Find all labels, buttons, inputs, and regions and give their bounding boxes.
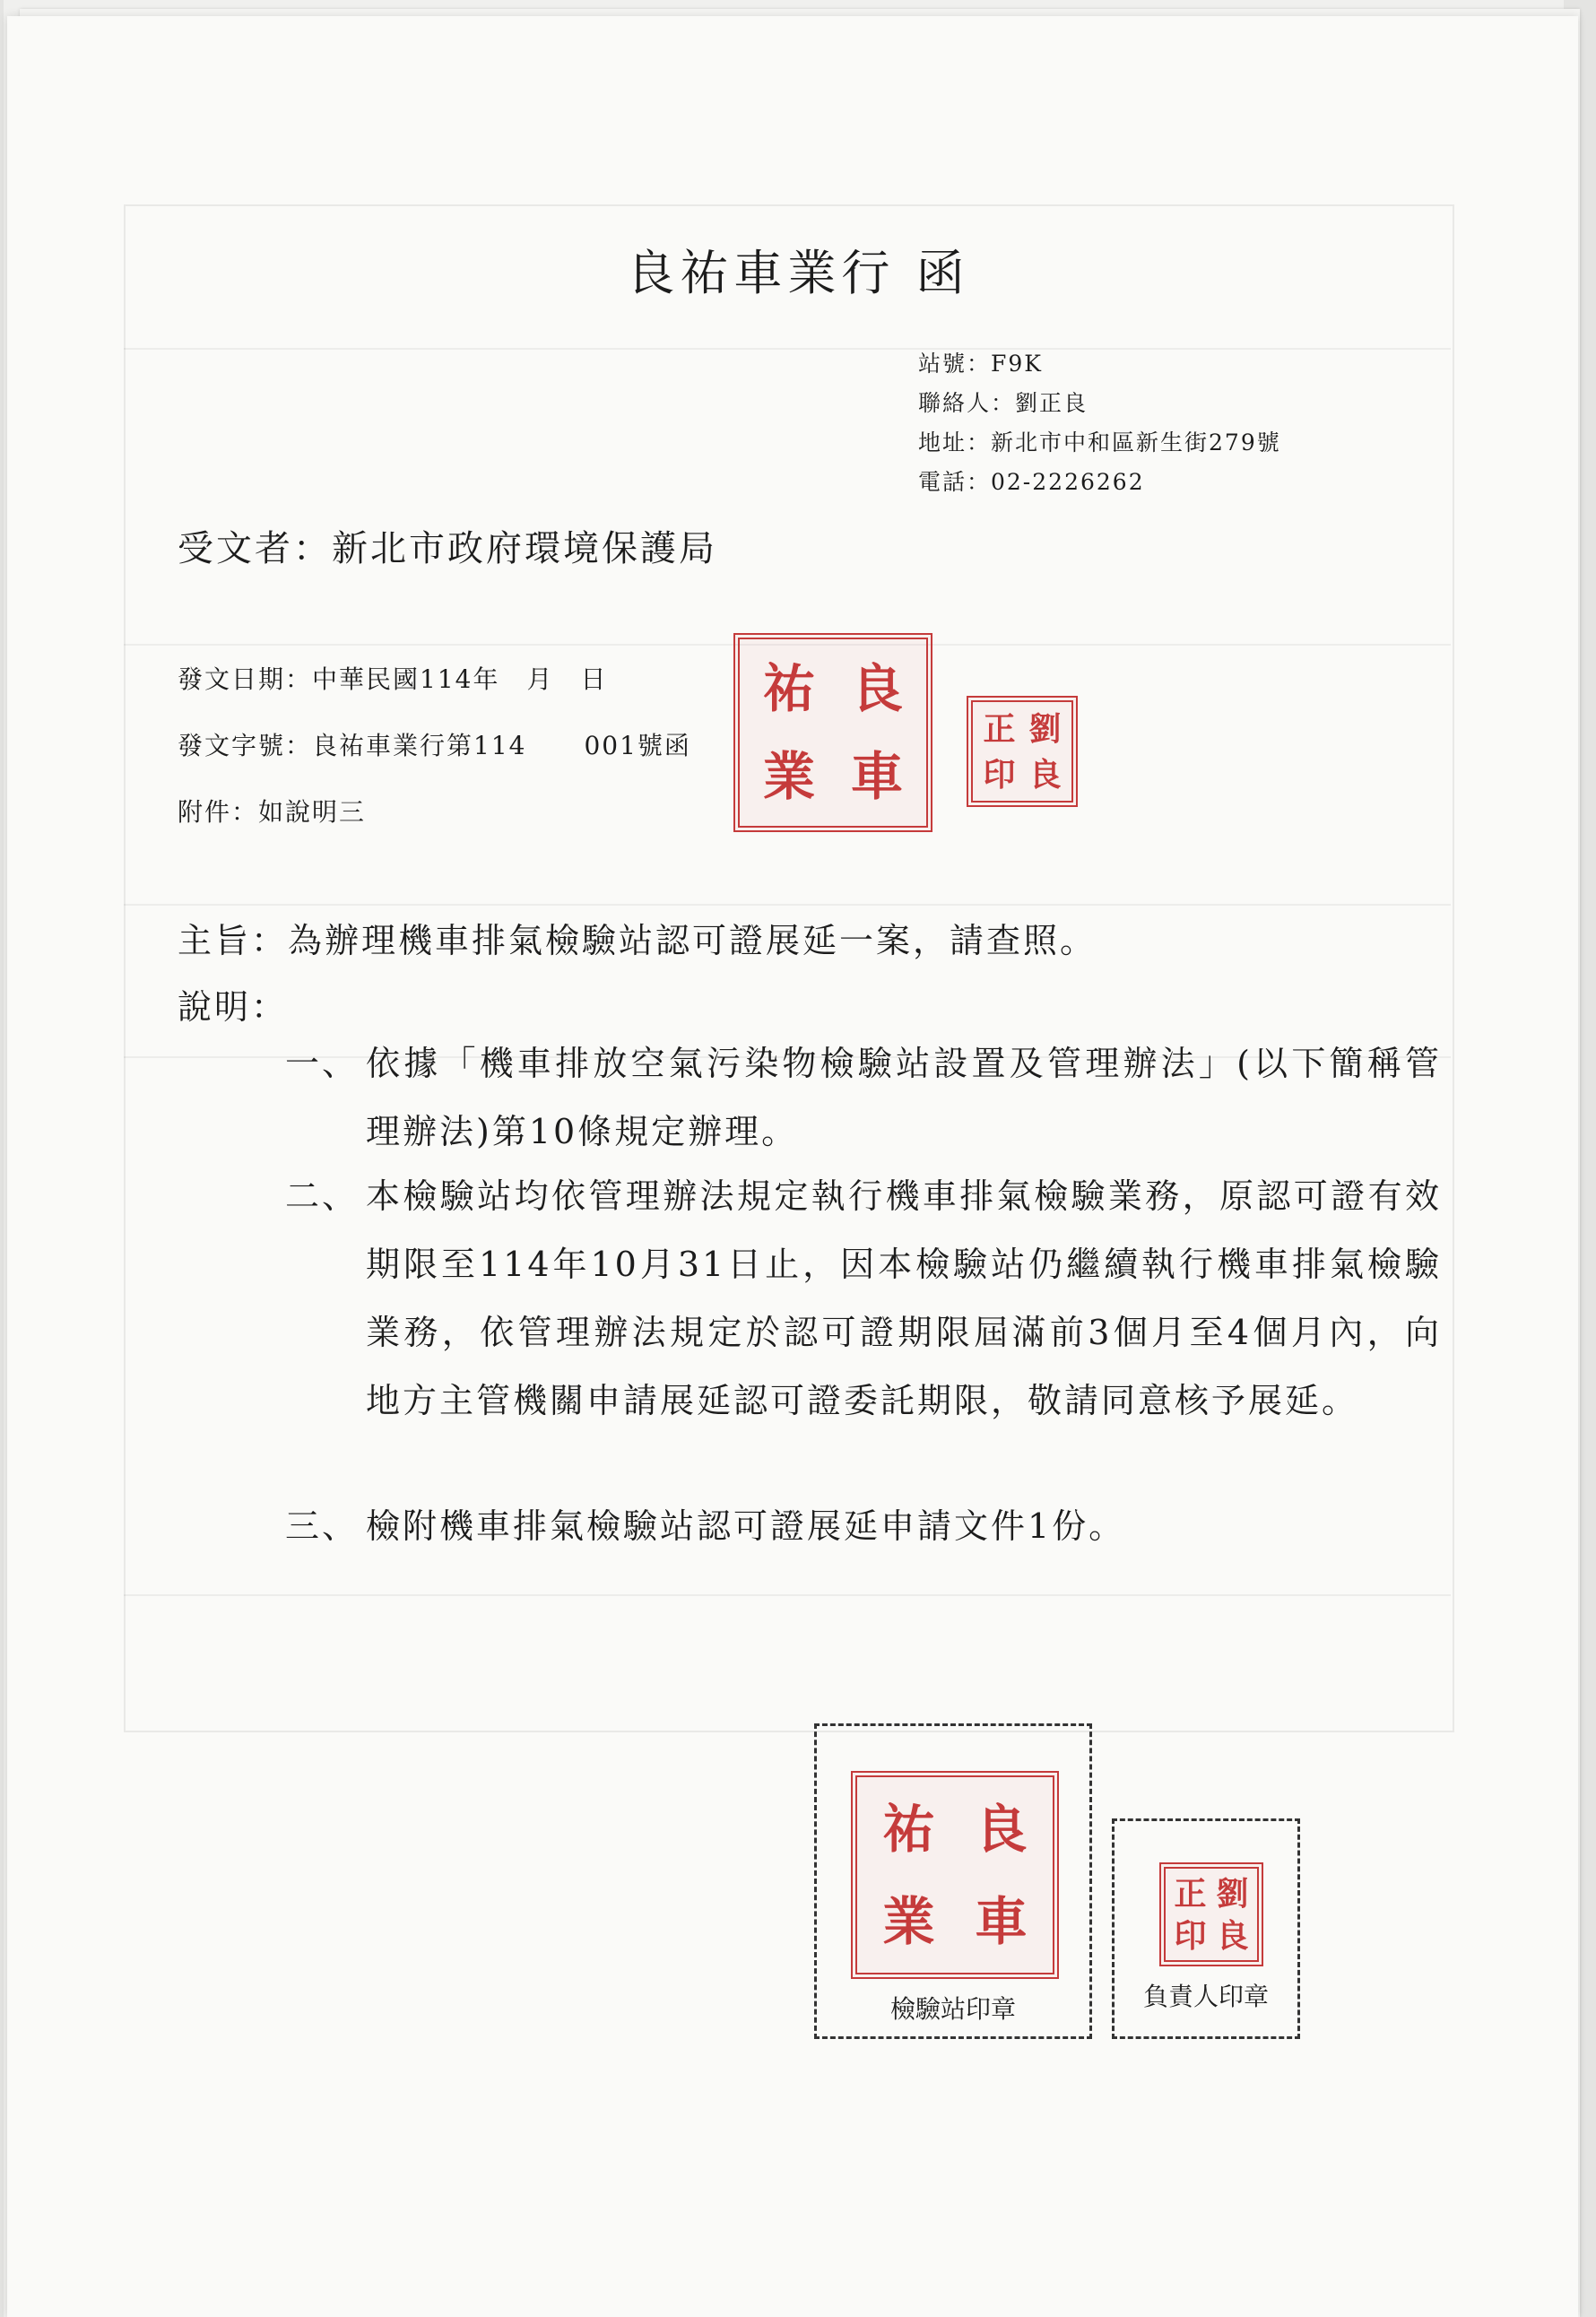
seal-char: 正 xyxy=(983,709,1016,748)
list-item xyxy=(285,1029,1442,1166)
document-number xyxy=(178,726,691,762)
station-stamp-label: 檢驗站印章 xyxy=(889,1994,1016,2024)
seal-char: 車 xyxy=(850,746,903,807)
list-item xyxy=(285,1162,1442,1435)
seal-char: 祐 xyxy=(762,658,815,719)
seal-char: 業 xyxy=(882,1890,935,1952)
seal-char: 劉 xyxy=(1216,1874,1249,1913)
person-seal xyxy=(1159,1862,1263,1966)
station-seal-header xyxy=(733,633,932,832)
item-text: 本檢驗站均依管理辦法規定執行機車排氣檢驗業務，原認可證有效期限至114年10月31日止，因本檢驗站仍繼續執行機車排氣檢驗業務，依管理辦法規定於認可證期限屆滿前3個月至4個月內，向地方主管機關申請展延認可證委託期限，敬請同意核予展延。 xyxy=(366,1176,1442,1420)
seal-char: 業 xyxy=(762,746,815,807)
seal-char: 印 xyxy=(983,755,1016,794)
explanation-label: 說明： xyxy=(178,987,289,1027)
seal-char: 祐 xyxy=(882,1798,935,1860)
document-number-prefix: 發文字號：良祐車業行第114 xyxy=(178,731,527,760)
seal-char: 良 xyxy=(1028,755,1062,794)
seal-char: 良 xyxy=(850,658,903,719)
list-item xyxy=(285,1492,1442,1560)
person-stamp-box xyxy=(1112,1818,1300,2039)
seal-char: 正 xyxy=(1174,1874,1207,1913)
contact-person: 聯絡人：劉正良 xyxy=(918,390,1089,416)
address: 地址：新北市中和區新生街279號 xyxy=(918,430,1281,456)
item-number: 三、 xyxy=(285,1506,360,1546)
item-number: 一、 xyxy=(285,1044,360,1083)
item-text: 依據「機車排放空氣污染物檢驗站設置及管理辦法」(以下簡稱管理辦法)第10條規定辦理。 xyxy=(366,1044,1442,1151)
person-seal-header xyxy=(967,696,1078,807)
item-text: 檢附機車排氣檢驗站認可證展延申請文件1份。 xyxy=(366,1506,1126,1546)
seal-char: 車 xyxy=(975,1890,1028,1952)
person-stamp-label: 負責人印章 xyxy=(1142,1982,1269,2011)
station-stamp-box xyxy=(814,1723,1092,2039)
station-seal xyxy=(851,1771,1059,1979)
subject: 主旨：為辦理機車排氣檢驗站認可證展延一案，請查照。 xyxy=(178,921,1097,960)
station-number: 站號：F9K xyxy=(918,351,1043,377)
document-number-suffix: 001號函 xyxy=(584,731,691,760)
item-number: 二、 xyxy=(285,1176,360,1216)
letter-title: 良祐車業行 函 xyxy=(626,245,970,301)
recipient: 受文者：新北市政府環境保護局 xyxy=(178,528,717,569)
seal-char: 劉 xyxy=(1028,709,1062,748)
seal-char: 良 xyxy=(975,1798,1028,1860)
seal-char: 印 xyxy=(1174,1916,1207,1955)
attachment: 附件：如說明三 xyxy=(178,797,367,827)
phone: 電話：02-2226262 xyxy=(918,469,1145,495)
issue-date: 發文日期：中華民國114年 月 日 xyxy=(178,664,608,694)
seal-char: 良 xyxy=(1216,1916,1249,1955)
